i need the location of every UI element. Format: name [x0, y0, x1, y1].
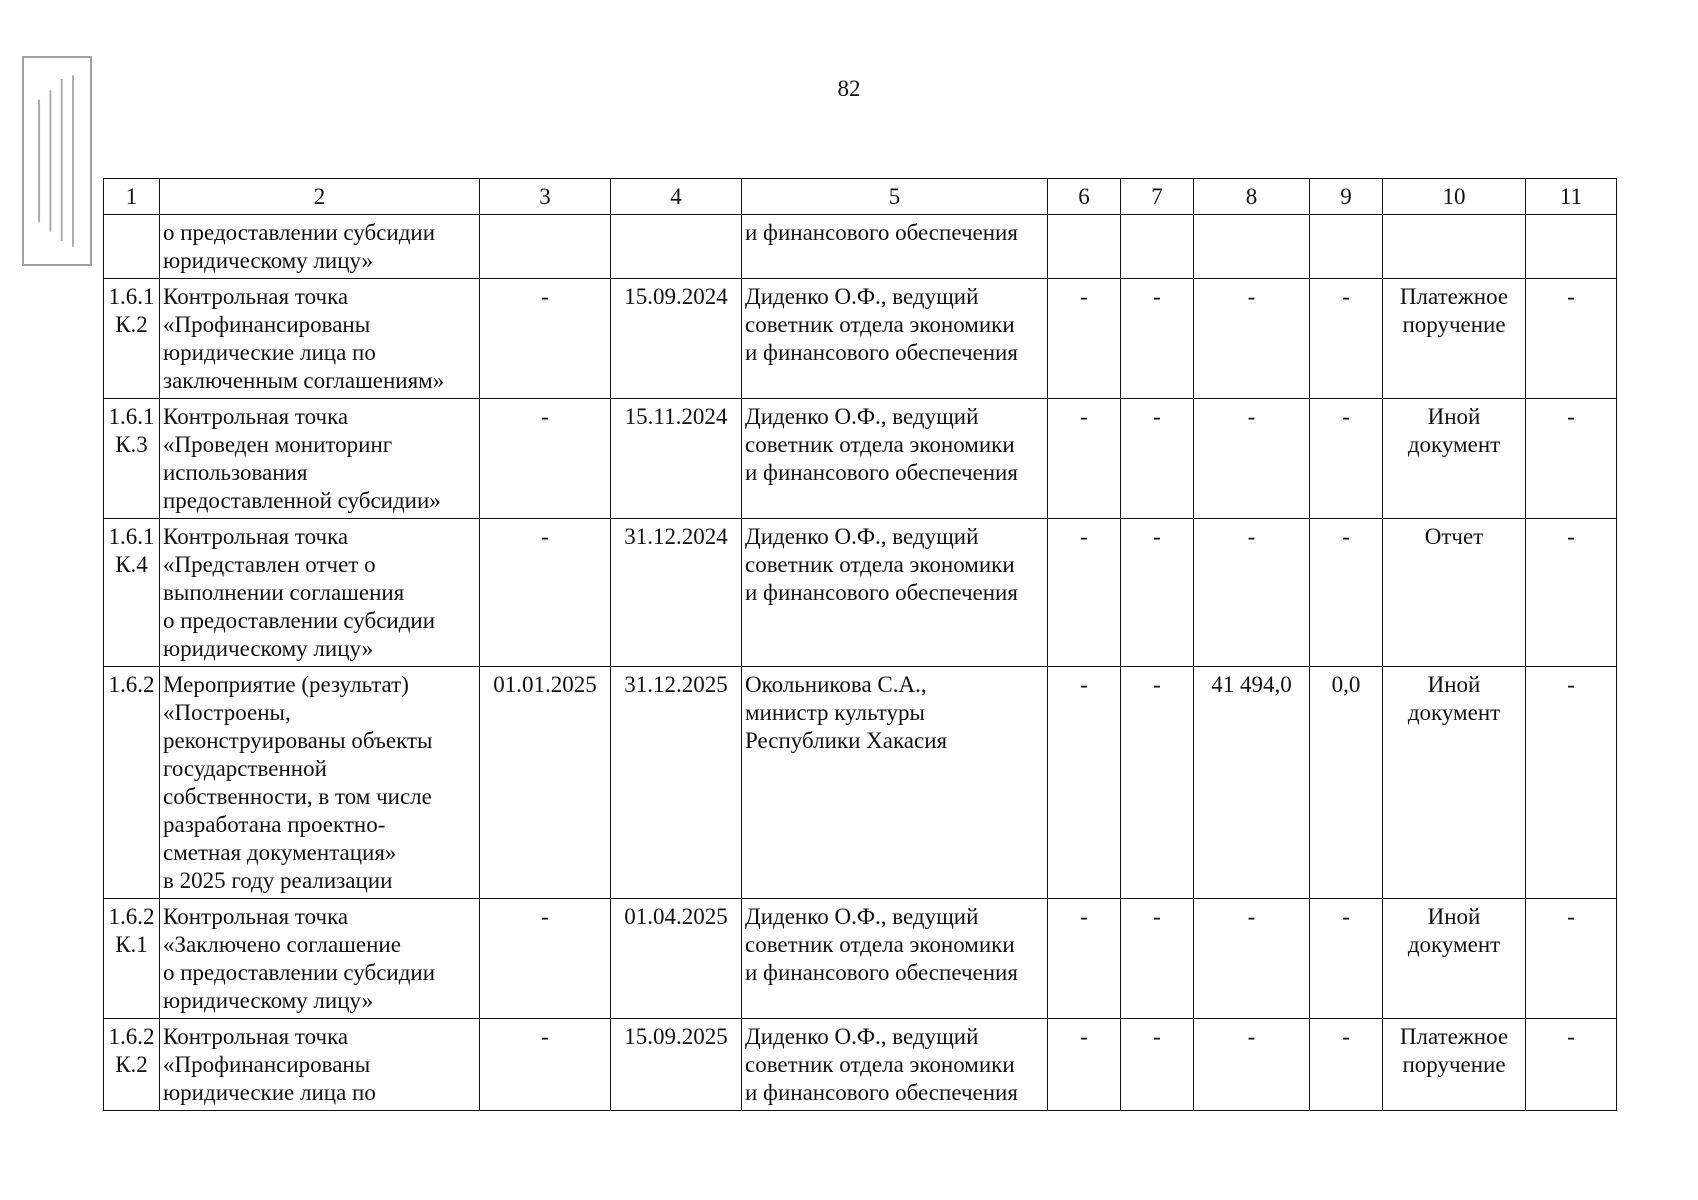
- item-code: 1.6.2: [104, 667, 160, 899]
- start-date: -: [480, 519, 611, 667]
- responsible-person: Диденко О.Ф., ведущий советник отдела экономики и финансового обеспечения: [742, 279, 1048, 399]
- column-6-value: -: [1048, 279, 1121, 399]
- column-6-value: -: [1048, 899, 1121, 1019]
- column-8-value: -: [1194, 519, 1310, 667]
- item-code: 1.6.2 К.2: [104, 1019, 160, 1111]
- column-6-value: -: [1048, 667, 1121, 899]
- item-name: Контрольная точка «Проведен мониторинг использования предоставленной субсидии»: [160, 399, 480, 519]
- responsible-person: Диденко О.Ф., ведущий советник отдела экономики и финансового обеспечения: [742, 899, 1048, 1019]
- header-cell: 3: [480, 179, 611, 215]
- start-date: -: [480, 899, 611, 1019]
- column-11-value: [1526, 215, 1617, 279]
- document-type: Платежное поручение: [1383, 279, 1526, 399]
- item-code: [104, 215, 160, 279]
- item-code: 1.6.1 К.3: [104, 399, 160, 519]
- column-6-value: -: [1048, 1019, 1121, 1111]
- column-6-value: [1048, 215, 1121, 279]
- column-7-value: -: [1121, 667, 1194, 899]
- start-date: [480, 215, 611, 279]
- responsible-person: Диденко О.Ф., ведущий советник отдела экономики и финансового обеспечения: [742, 519, 1048, 667]
- column-9-value: -: [1310, 519, 1383, 667]
- column-8-value: -: [1194, 899, 1310, 1019]
- table-row: [104, 899, 1617, 1019]
- table-row: [104, 215, 1617, 279]
- column-9-value: -: [1310, 899, 1383, 1019]
- column-7-value: -: [1121, 519, 1194, 667]
- start-date: -: [480, 279, 611, 399]
- item-code: 1.6.1 К.2: [104, 279, 160, 399]
- stamp-illegible-text: [24, 58, 90, 264]
- document-type: [1383, 215, 1526, 279]
- column-9-value: [1310, 215, 1383, 279]
- header-cell: 2: [160, 179, 480, 215]
- column-9-value: -: [1310, 279, 1383, 399]
- responsible-person: Диденко О.Ф., ведущий советник отдела экономики и финансового обеспечения: [742, 1019, 1048, 1111]
- registration-stamp: [22, 56, 92, 266]
- page-number: 82: [837, 76, 861, 101]
- header-cell: 1: [104, 179, 160, 215]
- column-11-value: -: [1526, 1019, 1617, 1111]
- document-type: Иной документ: [1383, 399, 1526, 519]
- column-8-value: -: [1194, 399, 1310, 519]
- end-date: 15.11.2024: [611, 399, 742, 519]
- end-date: 15.09.2025: [611, 1019, 742, 1111]
- table-row: [104, 279, 1617, 399]
- column-11-value: -: [1526, 899, 1617, 1019]
- end-date: [611, 215, 742, 279]
- column-7-value: -: [1121, 279, 1194, 399]
- header-cell: 4: [611, 179, 742, 215]
- column-8-value: -: [1194, 1019, 1310, 1111]
- header-cell: 6: [1048, 179, 1121, 215]
- end-date: 31.12.2025: [611, 667, 742, 899]
- end-date: 31.12.2024: [611, 519, 742, 667]
- start-date: 01.01.2025: [480, 667, 611, 899]
- item-name: Контрольная точка «Представлен отчет о выполнении соглашения о предоставлении субсидии юридическому лицу»: [160, 519, 480, 667]
- item-name: Мероприятие (результат) «Построены, реконструированы объекты государственной собственности, в том числе разработана проектно- сметная документация» в 2025 году реализации: [160, 667, 480, 899]
- header-cell: 11: [1526, 179, 1617, 215]
- column-8-value: -: [1194, 279, 1310, 399]
- column-11-value: -: [1526, 519, 1617, 667]
- column-6-value: -: [1048, 519, 1121, 667]
- responsible-person: и финансового обеспечения: [742, 215, 1048, 279]
- document-type: Иной документ: [1383, 899, 1526, 1019]
- column-11-value: -: [1526, 279, 1617, 399]
- column-7-value: -: [1121, 399, 1194, 519]
- column-8-value: 41 494,0: [1194, 667, 1310, 899]
- column-9-value: -: [1310, 399, 1383, 519]
- start-date: -: [480, 399, 611, 519]
- column-9-value: -: [1310, 1019, 1383, 1111]
- column-8-value: [1194, 215, 1310, 279]
- document-type: Иной документ: [1383, 667, 1526, 899]
- header-cell: 8: [1194, 179, 1310, 215]
- responsible-person: Окольникова С.А., министр культуры Республики Хакасия: [742, 667, 1048, 899]
- item-name: о предоставлении субсидии юридическому лицу»: [160, 215, 480, 279]
- item-code: 1.6.1 К.4: [104, 519, 160, 667]
- item-name: Контрольная точка «Профинансированы юридические лица по: [160, 1019, 480, 1111]
- table-row: [104, 667, 1617, 899]
- document-type: Платежное поручение: [1383, 1019, 1526, 1111]
- end-date: 15.09.2024: [611, 279, 742, 399]
- header-cell: 7: [1121, 179, 1194, 215]
- header-cell: 9: [1310, 179, 1383, 215]
- measures-table: [103, 178, 1617, 1111]
- table-row: [104, 519, 1617, 667]
- column-7-value: [1121, 215, 1194, 279]
- document-type: Отчет: [1383, 519, 1526, 667]
- item-name: Контрольная точка «Профинансированы юридические лица по заключенным соглашениям»: [160, 279, 480, 399]
- column-7-value: -: [1121, 899, 1194, 1019]
- column-9-value: 0,0: [1310, 667, 1383, 899]
- item-name: Контрольная точка «Заключено соглашение о предоставлении субсидии юридическому лицу»: [160, 899, 480, 1019]
- column-11-value: -: [1526, 667, 1617, 899]
- end-date: 01.04.2025: [611, 899, 742, 1019]
- column-11-value: -: [1526, 399, 1617, 519]
- header-row: [104, 179, 1617, 215]
- table-row: [104, 399, 1617, 519]
- start-date: -: [480, 1019, 611, 1111]
- header-cell: 5: [742, 179, 1048, 215]
- item-code: 1.6.2 К.1: [104, 899, 160, 1019]
- column-7-value: -: [1121, 1019, 1194, 1111]
- table-row: [104, 1019, 1617, 1111]
- header-cell: 10: [1383, 179, 1526, 215]
- responsible-person: Диденко О.Ф., ведущий советник отдела экономики и финансового обеспечения: [742, 399, 1048, 519]
- column-6-value: -: [1048, 399, 1121, 519]
